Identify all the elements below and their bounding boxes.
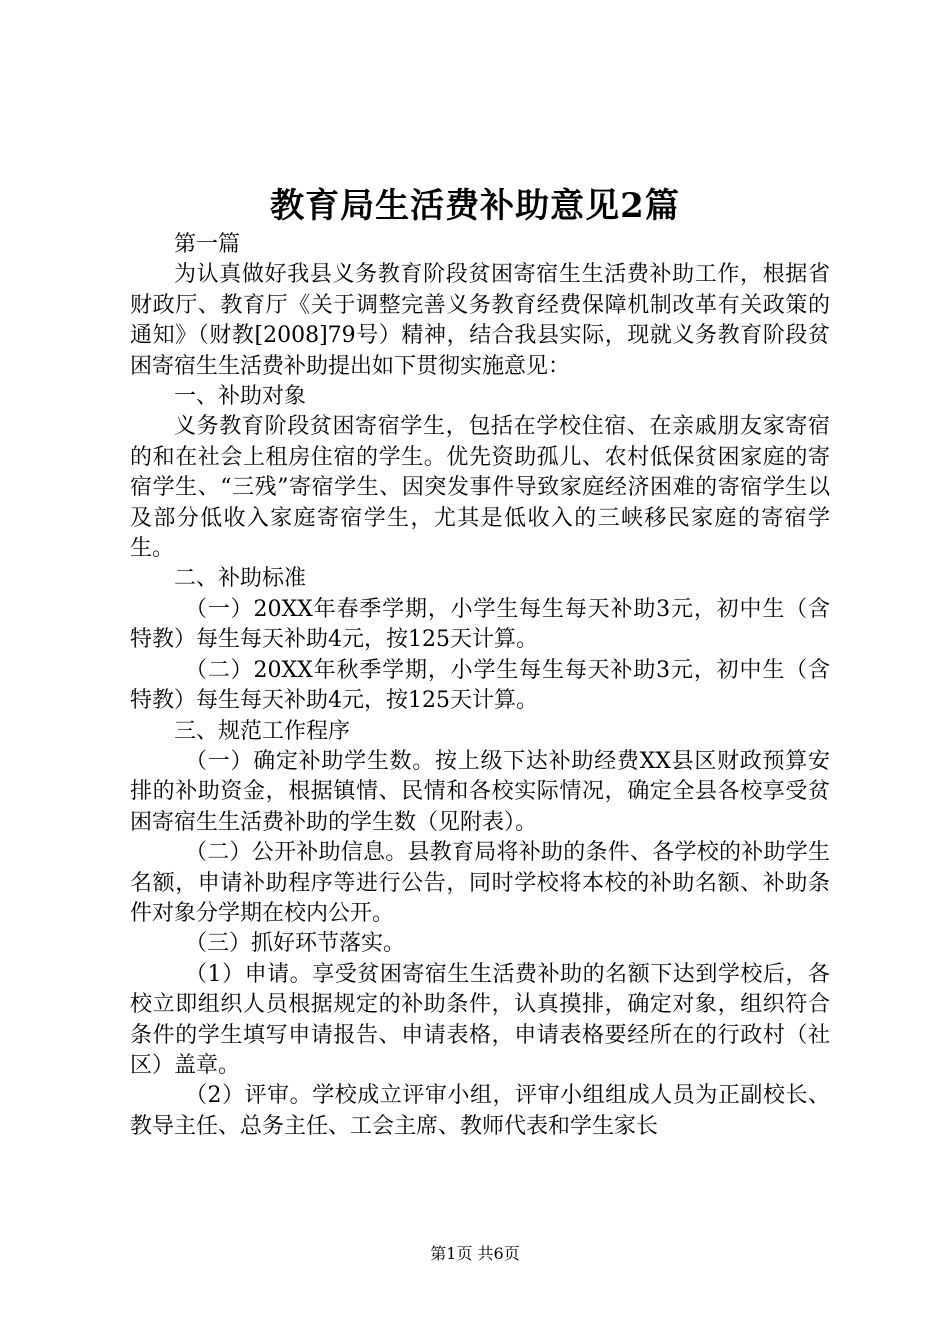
document-title: 教育局生活费补助意见2篇 — [270, 186, 680, 226]
body-paragraph: （2）评审。学校成立评审小组，评审小组组成人员为正副校长、教导主任、总务主任、工会主席、教师代表和学生家长 — [130, 1083, 830, 1139]
section-heading: 一、补助对象 — [174, 384, 307, 410]
section-heading: 二、补助标准 — [174, 566, 307, 592]
body-paragraph: 为认真做好我县义务教育阶段贫困寄宿生生活费补助工作，根据省财政厅、教育厅《关于调整完善义务教育经费保障机制改革有关政策的通知》（财教[2008]79号）精神，结合我县实际，现就义务教育阶段贫困寄宿生生活费补助提出如下贯彻实施意见： — [130, 262, 830, 379]
body-paragraph: 义务教育阶段贫困寄宿学生，包括在学校住宿、在亲戚朋友家寄宿的和在社会上租房住宿的学生。优先资助孤儿、农村低保贫困家庭的寄宿学生、“三残”寄宿学生、因突发事件导致家庭经济困难的寄宿学生以及部分低收入家庭寄宿学生，尤其是低收入的三峡移民家庭的寄宿学生。 — [130, 414, 830, 562]
body-paragraph: （一）20XX年春季学期，小学生每生每天补助3元，初中生（含特教）每生每天补助4元，按125天计算。 — [130, 596, 830, 653]
document-body — [130, 230, 830, 1142]
body-paragraph: （二）公开补助信息。县教育局将补助的条件、各学校的补助学生名额，申请补助程序等进行公告，同时学校将本校的补助名额、补助条件对象分学期在校内公开。 — [130, 840, 830, 926]
body-paragraph: （二）20XX年秋季学期，小学生每生每天补助3元，初中生（含特教）每生每天补助4元，按125天计算。 — [130, 657, 830, 714]
section-heading: 第一篇 — [174, 232, 241, 257]
body-paragraph: （三）抓好环节落实。 — [185, 931, 406, 957]
body-paragraph: （一）确定补助学生数。按上级下达补助经费XX县区财政预算安排的补助资金，根据镇情、民情和各校实际情况，确定全县各校享受贫困寄宿生生活费补助的学生数（见附表）。 — [130, 748, 830, 835]
body-paragraph: （1）申请。享受贫困寄宿生生活费补助的名额下达到学校后，各校立即组织人员根据规定的补助条件，认真摸排，确定对象，组织符合条件的学生填写申请报告、申请表格，申请表格要经所在的行政村（社区）盖章。 — [130, 961, 830, 1078]
page-number-footer: 第1页 共6页 — [430, 1244, 520, 1263]
section-heading: 三、规范工作程序 — [174, 718, 351, 744]
